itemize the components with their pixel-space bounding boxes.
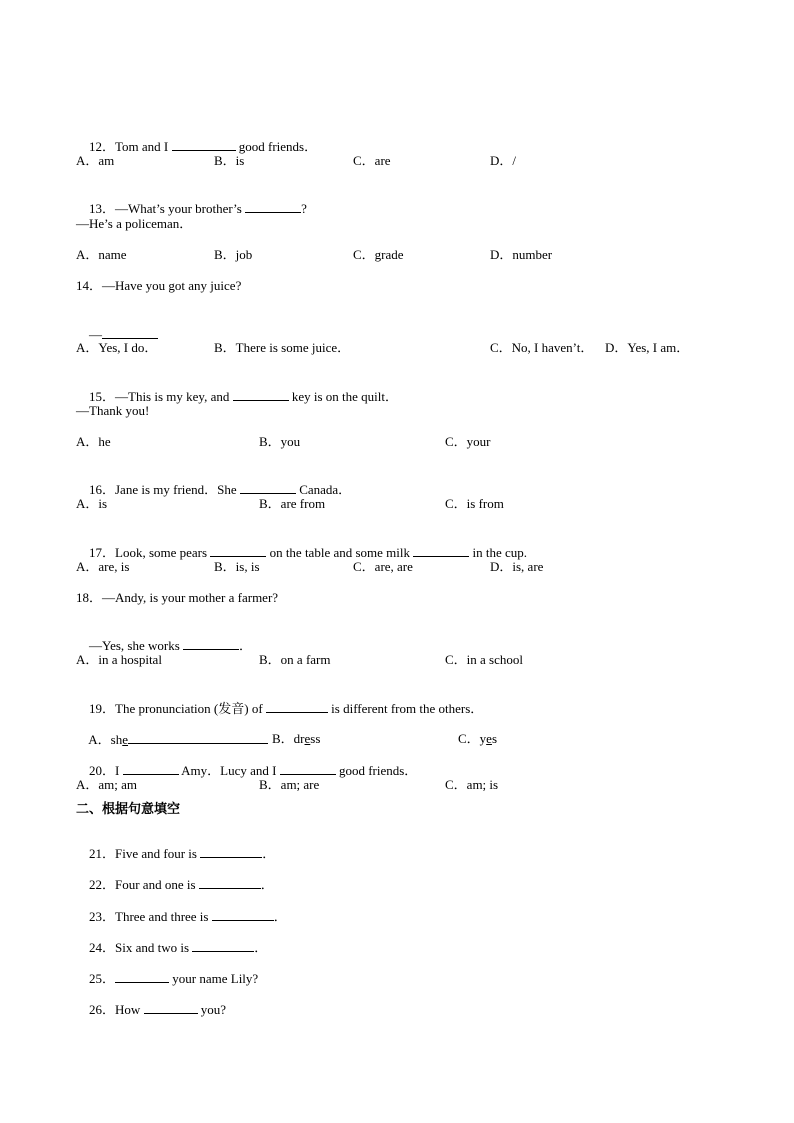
question-26: [76, 985, 226, 1034]
option-c[interactable]: [445, 715, 497, 763]
option-text: ss: [310, 731, 321, 746]
question-text: ．: [239, 638, 253, 653]
option-b[interactable]: B．you: [259, 434, 301, 449]
question-text: 24．Six and two is: [89, 940, 193, 955]
option-text: s: [491, 731, 498, 746]
answer-blank[interactable]: [192, 939, 254, 952]
question-text: you?: [197, 1002, 227, 1017]
answer-blank[interactable]: [245, 200, 301, 213]
option-a[interactable]: A．in a hospital: [76, 652, 162, 667]
answer-blank[interactable]: [144, 1001, 198, 1014]
option-b[interactable]: B．is, is: [214, 559, 260, 574]
question-14: 14．—Have you got any juice?: [76, 278, 242, 293]
question-text: Canada．: [295, 482, 352, 497]
question-text: key is on the quilt．: [288, 389, 399, 404]
question-text: ．: [273, 909, 287, 924]
option-a[interactable]: A．he: [76, 434, 111, 449]
option-text: C．y: [458, 731, 487, 746]
option-d[interactable]: D．/: [490, 153, 517, 168]
option-b[interactable]: B．job: [214, 247, 253, 262]
question-text: —Yes, she works: [89, 638, 184, 653]
question-text: 26．How: [89, 1002, 144, 1017]
answer-blank[interactable]: [413, 544, 469, 557]
option-c[interactable]: C．your: [445, 434, 491, 449]
question-text: 16．Jane is my friend．She: [89, 482, 240, 497]
option-a[interactable]: A．am; am: [76, 777, 138, 792]
answer-blank[interactable]: [233, 388, 289, 401]
underlined-letter: e: [122, 732, 129, 747]
option-d[interactable]: D．number: [490, 247, 553, 262]
answer-blank[interactable]: [183, 637, 239, 650]
option-d[interactable]: D．is, are: [490, 559, 544, 574]
question-text: 15．—This is my key, and: [89, 389, 233, 404]
underlined-letter: e: [304, 731, 311, 746]
option-c[interactable]: C．are, are: [353, 559, 413, 574]
underlined-letter: e: [486, 731, 492, 746]
answer-blank[interactable]: [266, 700, 328, 713]
option-c[interactable]: C．grade: [353, 247, 404, 262]
question-text: ．: [262, 846, 276, 861]
section-heading: 二、根据句意填空: [76, 802, 181, 817]
option-b[interactable]: B．There is some juice．: [214, 340, 351, 355]
question-text: 12．Tom and I: [89, 139, 172, 154]
option-a[interactable]: A．is: [76, 496, 108, 511]
question-13-reply: —He’s a policeman．: [76, 216, 193, 231]
option-c[interactable]: C．No, I haven’t．: [490, 340, 594, 355]
option-a[interactable]: A．are, is: [76, 559, 130, 574]
option-c[interactable]: C．is from: [445, 496, 504, 511]
option-a[interactable]: A．am: [76, 153, 115, 168]
question-text: 20．I: [89, 763, 123, 778]
answer-blank[interactable]: [102, 326, 158, 339]
question-text: 23．Three and three is: [89, 909, 212, 924]
question-text: is different from the others．: [327, 701, 484, 716]
question-text: 22．Four and one is: [89, 877, 199, 892]
question-text: on the table and some milk: [266, 545, 414, 560]
question-text: ?: [301, 201, 307, 216]
option-b[interactable]: B．is: [214, 153, 245, 168]
question-text: your name Lily?: [169, 971, 259, 986]
answer-blank[interactable]: [200, 845, 262, 858]
question-text: good friends．: [235, 139, 318, 154]
question-text: 19．The pronunciation (发音) of: [89, 701, 266, 716]
question-text: ．: [254, 940, 268, 955]
answer-blank[interactable]: [240, 481, 296, 494]
answer-blank[interactable]: [199, 876, 261, 889]
question-text: in the cup.: [469, 545, 528, 560]
question-text: 13．—What’s your brother’s: [89, 201, 246, 216]
question-text: Amy．Lucy and I: [178, 763, 280, 778]
option-text: B．dr: [272, 731, 305, 746]
option-c[interactable]: C．are: [353, 153, 391, 168]
question-text: 25．: [89, 971, 116, 986]
question-text: 17．Look, some pears: [89, 545, 211, 560]
dash: —: [89, 327, 102, 342]
question-text: 21．Five and four is: [89, 846, 201, 861]
answer-blank[interactable]: [212, 908, 274, 921]
answer-blank[interactable]: [210, 544, 266, 557]
option-spacer-line: [128, 731, 268, 744]
question-text: ．: [260, 877, 274, 892]
answer-blank[interactable]: [172, 138, 236, 151]
option-b[interactable]: B．are from: [259, 496, 326, 511]
option-d[interactable]: D．Yes, I am．: [605, 340, 690, 355]
option-a[interactable]: A．Yes, I do．: [76, 340, 158, 355]
answer-blank[interactable]: [115, 970, 169, 983]
option-a[interactable]: A．name: [76, 247, 127, 262]
option-c[interactable]: C．in a school: [445, 652, 523, 667]
answer-blank[interactable]: [280, 762, 336, 775]
option-b[interactable]: B．on a farm: [259, 652, 331, 667]
question-18: 18．—Andy, is your mother a farmer?: [76, 590, 279, 605]
question-text: good friends．: [335, 763, 418, 778]
option-text: A．sh: [88, 732, 123, 747]
question-15-reply: —Thank you!: [76, 403, 150, 418]
answer-blank[interactable]: [123, 762, 179, 775]
question-17: [76, 528, 527, 577]
option-c[interactable]: C．am; is: [445, 777, 499, 792]
option-b[interactable]: B．am; are: [259, 777, 320, 792]
